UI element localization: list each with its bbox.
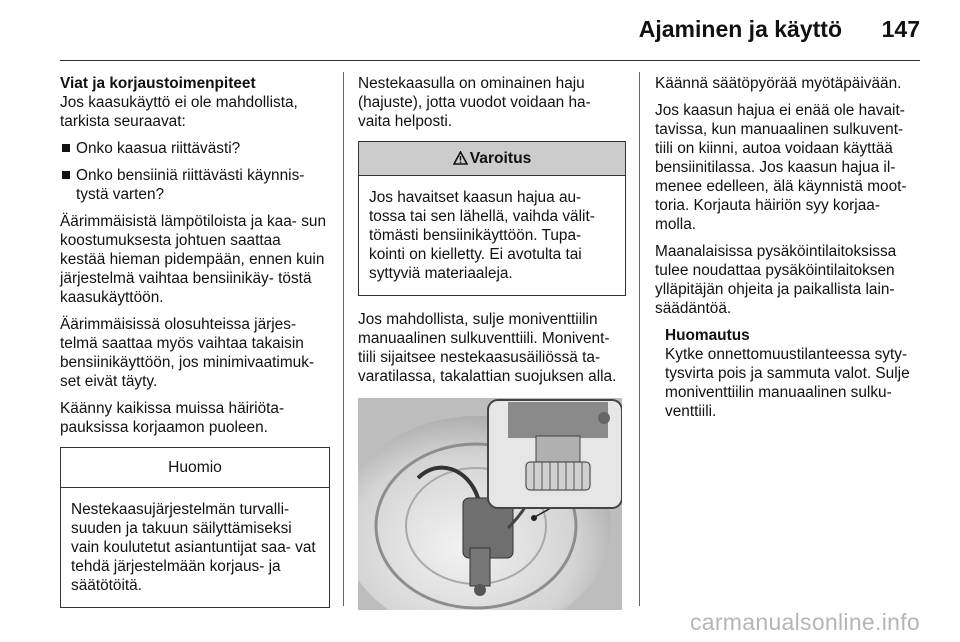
warning-body: Jos havaitset kaasun hajua au- tossa tai sen lähellä, vaihda välit- tömästi bensiinikäyttöön. Tupa- kointi on kielletty. Ei avotulta tai syttyviä materiaaleja. <box>369 189 595 282</box>
section-heading: Viat ja korjaustoimenpiteet <box>60 75 256 92</box>
warning-title: Varoitus <box>469 150 532 167</box>
bullet-square-icon <box>62 171 70 179</box>
warning-header <box>359 142 625 176</box>
notice-title: Huomio <box>61 448 329 488</box>
bullet-item: Onko kaasua riittävästi? <box>60 139 330 158</box>
column-1 <box>60 74 330 608</box>
paragraph: Nestekaasulla on ominainen haju (hajuste), jotta vuodot voidaan ha- vaita helposti. <box>358 75 591 130</box>
bullet-item: Onko bensiiniä riittävästi käynnis- tystä varten? <box>60 166 330 204</box>
notice-box <box>60 447 330 608</box>
paragraph: Maanalaisissa pysäköintilaitoksissa tulee noudattaa pysäköintilaitoksen ylläpitäjän ohjeita ja paikallista lain- säädäntöä. <box>655 243 897 317</box>
paragraph: Äärimmäisissä olosuhteissa järjes- telmä saattaa myös vaihtaa takaisin bensiinikäyttöön, jos minimivaatimuk- set eivät täyty. <box>60 316 315 390</box>
multivalve-drawing <box>358 398 622 610</box>
notice-body: Nestekaasujärjestelmän turvalli- suuden ja takuun säilyttämiseksi vain koulutetut asiantuntijat saa- vat tehdä järjestelmään korjaus- ja säätötöitä. <box>71 501 316 594</box>
paragraph: Käänny kaikissa muissa häiriöta- pauksissa korjaamon puoleen. <box>60 400 285 436</box>
watermark: carmanualsonline.info <box>689 609 920 635</box>
column-divider-1 <box>343 72 344 606</box>
warning-box <box>358 141 626 296</box>
paragraph: Jos kaasun hajua ei enää ole havait- tavissa, kun manuaalinen sulkuvent- tiili on kiinni, autoa voidaan käyttää bensiinitilassa. Jos kaasun hajua il- menee edelleen, älä käynnistä moot- toria. Korjauta häiriön syy korjaa- molla. <box>655 102 907 233</box>
note-title: Huomautus <box>665 327 750 344</box>
paragraph: Äärimmäisistä lämpötiloista ja kaa- sun koostumuksesta johtuen saattaa kestää hieman pidempään, ennen kuin järjestelmä vaihtaa bensiinikäy- töstä kaasukäyttöön. <box>60 213 327 306</box>
column-divider-2 <box>639 72 640 606</box>
warning-triangle-icon <box>453 151 468 165</box>
multivalve-illustration <box>358 398 622 610</box>
page-header-title: Ajaminen ja käyttö <box>638 16 842 42</box>
page-number: 147 <box>881 16 920 42</box>
column-3 <box>655 74 925 421</box>
note-block <box>655 326 925 421</box>
column-2 <box>358 74 626 610</box>
intro-text: Jos kaasukäyttö ei ole mahdollista, tarkista seuraavat: <box>60 94 298 130</box>
header-divider <box>60 60 920 61</box>
note-body: Kytke onnettomuustilanteessa syty- tysvirta pois ja sammuta valot. Sulje moniventtiilin manuaalinen sulku- venttiili. <box>665 346 910 420</box>
paragraph: Käännä säätöpyörää myötäpäivään. <box>655 75 902 92</box>
paragraph: Jos mahdollista, sulje moniventtiilin manuaalinen sulkuventtiili. Monivent- tiili sijaitsee nestekaasusäiliössä ta- varatilassa, takalattian suojuksen alla. <box>358 311 617 385</box>
bullet-square-icon <box>62 144 70 152</box>
